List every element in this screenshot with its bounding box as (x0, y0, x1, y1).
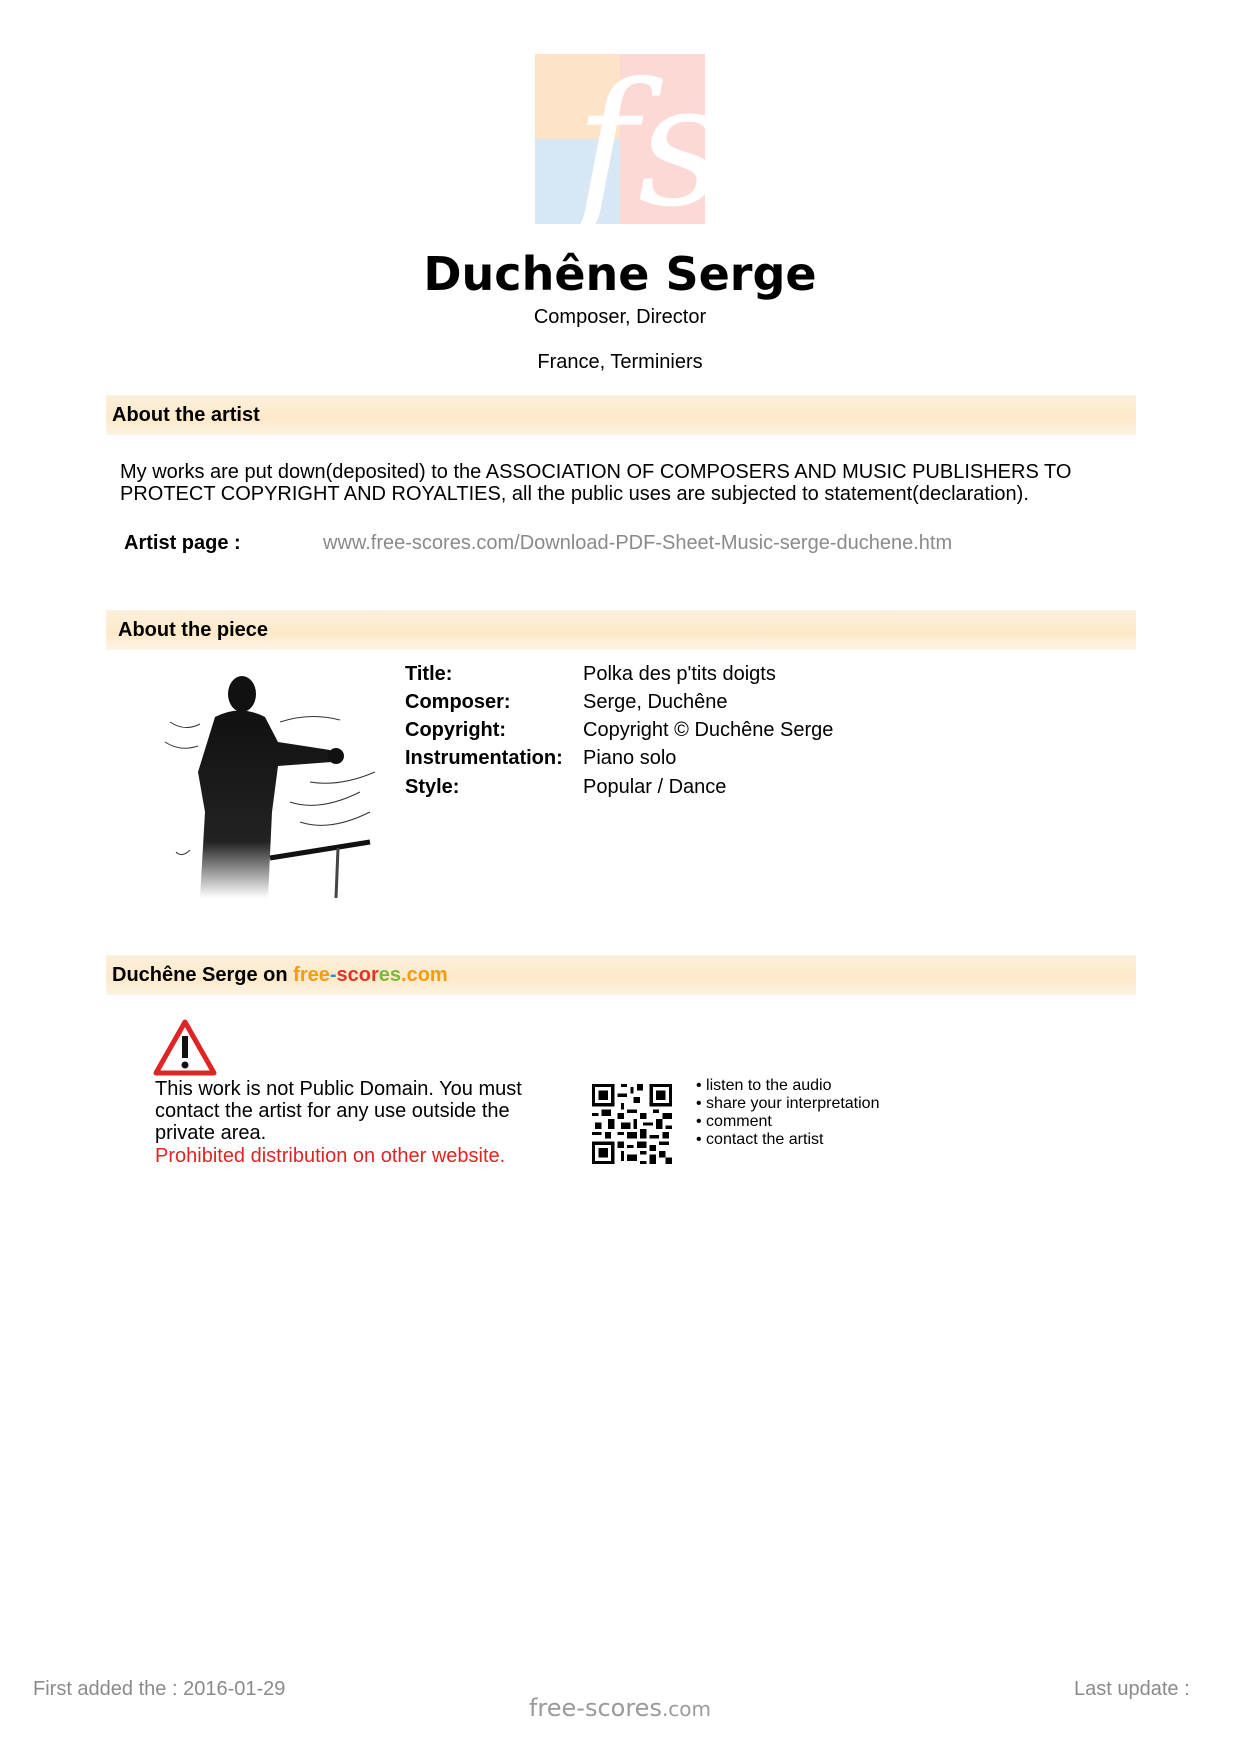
conductor-image (160, 662, 388, 898)
qr-code[interactable] (592, 1084, 672, 1164)
artist-page-label: Artist page : (124, 532, 241, 554)
artist-roles: Composer, Director (533, 306, 707, 328)
about-piece-heading: About the piece (106, 610, 1136, 650)
site-part-tld: .com (401, 964, 448, 986)
artist-location: France, Terminiers (537, 351, 703, 373)
warning-icon (153, 1018, 217, 1076)
composer-value: Serge, Duchêne (583, 691, 728, 713)
about-artist-heading: About the artist (106, 395, 1136, 435)
composer-label: Composer: (405, 691, 511, 713)
feature-listen: • listen to the audio (696, 1077, 832, 1094)
site-part-free: free (293, 964, 330, 986)
free-scores-logo (535, 47, 726, 245)
public-domain-notice: This work is not Public Domain. You must contact the artist for any use outside the private area. (155, 1078, 522, 1144)
title-label: Title: (405, 663, 453, 685)
site-part-scor: scor (336, 964, 379, 986)
artist-page-link[interactable]: www.free-scores.com/Download-PDF-Sheet-Music-serge-duchene.htm (323, 532, 953, 554)
artist-name: Duchêne Serge (423, 247, 817, 301)
artist-bio: My works are put down(deposited) to the ASSOCIATION OF COMPOSERS AND MUSIC PUBLISHERS TO PROTECT COPYRIGHT AND ROYALTIES, all the public uses are subjected to statement(declaration). (120, 461, 1072, 505)
style-value: Popular / Dance (583, 776, 727, 798)
footer-logo (0, 1694, 1240, 1722)
first-added-date: First added the : 2016-01-29 (33, 1678, 286, 1700)
title-value: Polka des p'tits doigts (583, 663, 776, 685)
prohibited-distribution-notice: Prohibited distribution on other website. (155, 1145, 506, 1167)
footer-logo-tld: .com (661, 1697, 712, 1721)
copyright-label: Copyright: (405, 719, 507, 741)
style-label: Style: (405, 776, 460, 798)
last-update-date: Last update : (1074, 1678, 1190, 1700)
feature-share: • share your interpretation (696, 1095, 880, 1112)
on-site-heading (106, 955, 1136, 995)
feature-contact: • contact the artist (696, 1131, 824, 1148)
footer-logo-main: free-scores (528, 1694, 662, 1722)
copyright-value: Copyright © Duchêne Serge (583, 719, 834, 741)
instrumentation-value: Piano solo (583, 747, 677, 769)
feature-comment: • comment (696, 1113, 772, 1130)
instrumentation-label: Instrumentation: (405, 747, 563, 769)
on-site-heading-prefix: Duchêne Serge on (112, 964, 294, 986)
site-features-list (696, 1077, 879, 1149)
site-part-es: es (378, 964, 402, 986)
site-part-dash: - (329, 964, 337, 986)
logo-letters: fs (575, 47, 726, 245)
